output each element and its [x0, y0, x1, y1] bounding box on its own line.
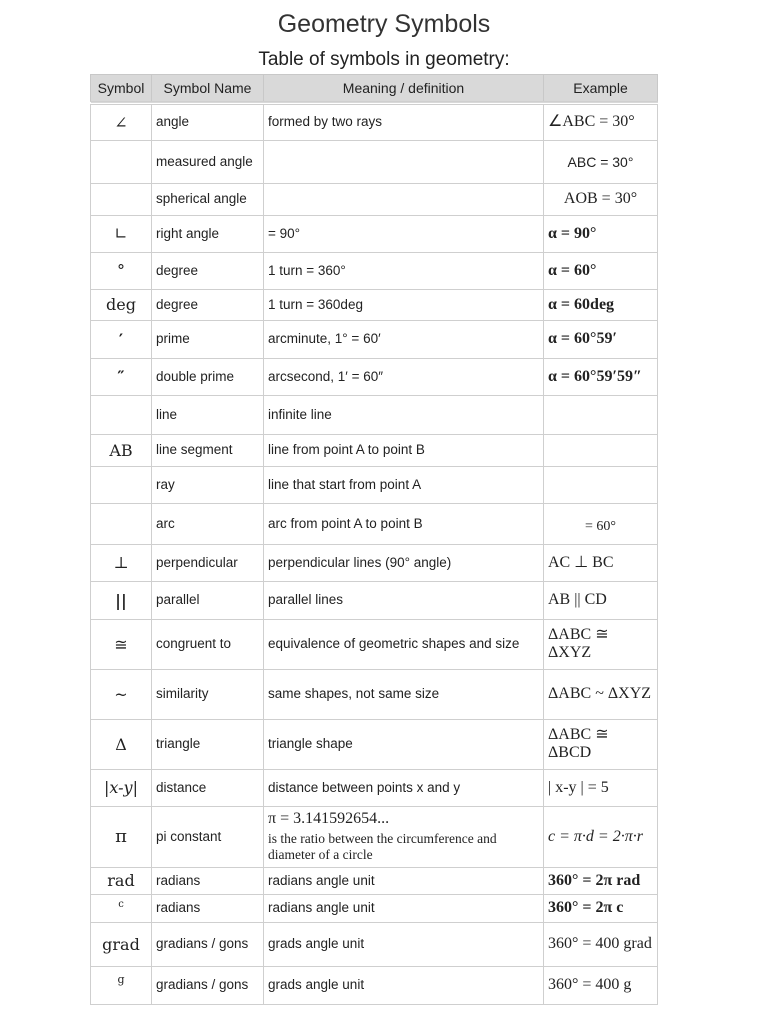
example-cell: ΔABC ≅ ΔXYZ [544, 619, 658, 669]
header-meaning: Meaning / definition [264, 75, 544, 104]
meaning-cell: radians angle unit [264, 894, 544, 922]
meaning-cell: distance between points x and y [264, 769, 544, 806]
meaning-cell: infinite line [264, 395, 544, 434]
symbol-cell [91, 140, 152, 183]
example-cell: α = 60° [544, 252, 658, 289]
example-cell [544, 395, 658, 434]
table-row [91, 289, 658, 320]
name-cell: degree [152, 252, 264, 289]
meaning-cell: line from point A to point B [264, 434, 544, 466]
symbol-cell [91, 183, 152, 215]
meaning-cell: equivalence of geometric shapes and size [264, 619, 544, 669]
meaning-cell: parallel lines [264, 581, 544, 619]
name-cell: triangle [152, 719, 264, 769]
symbol-cell: rad [91, 867, 152, 894]
name-cell: perpendicular [152, 544, 264, 581]
name-cell: parallel [152, 581, 264, 619]
table-row [91, 395, 658, 434]
table-row [91, 669, 658, 719]
symbol-cell: ⊥ [91, 544, 152, 581]
name-cell: line [152, 395, 264, 434]
header-symbol: Symbol [91, 75, 152, 104]
example-cell [544, 466, 658, 503]
example-cell: ΔABC ~ ΔXYZ [544, 669, 658, 719]
table-row [91, 719, 658, 769]
meaning-cell: grads angle unit [264, 966, 544, 1004]
name-cell: ray [152, 466, 264, 503]
example-cell: α = 60°59′59″ [544, 358, 658, 395]
table-row [91, 466, 658, 503]
example-cell: = 60° [544, 503, 658, 544]
name-cell: distance [152, 769, 264, 806]
name-cell: double prime [152, 358, 264, 395]
symbol-cell [91, 503, 152, 544]
table-row [91, 503, 658, 544]
example-cell: ABC = 30° [544, 140, 658, 183]
symbol-cell: ″ [91, 358, 152, 395]
meaning-cell: formed by two rays [264, 103, 544, 140]
symbol-cell: ′ [91, 320, 152, 358]
example-cell: AOB = 30° [544, 183, 658, 215]
table-row [91, 215, 658, 252]
symbol-cell: ° [91, 252, 152, 289]
meaning-cell: grads angle unit [264, 922, 544, 966]
name-cell: degree [152, 289, 264, 320]
meaning-cell [264, 806, 544, 867]
meaning-cell: perpendicular lines (90° angle) [264, 544, 544, 581]
pi-value: π = 3.141592654... [268, 809, 390, 827]
meaning-cell: arcsecond, 1′ = 60″ [264, 358, 544, 395]
meaning-cell: 1 turn = 360deg [264, 289, 544, 320]
pi-definition: is the ratio between the circumference and diameter of a circle [268, 830, 497, 862]
name-cell: spherical angle [152, 183, 264, 215]
name-cell: angle [152, 103, 264, 140]
meaning-cell: arc from point A to point B [264, 503, 544, 544]
example-cell: 360° = 400 grad [544, 922, 658, 966]
name-cell: pi constant [152, 806, 264, 867]
meaning-cell: same shapes, not same size [264, 669, 544, 719]
example-cell: 360° = 400 g [544, 966, 658, 1004]
meaning-cell: triangle shape [264, 719, 544, 769]
page-subtitle: Table of symbols in geometry: [258, 49, 510, 70]
example-cell: α = 90° [544, 215, 658, 252]
symbols-table [90, 74, 658, 1005]
meaning-cell: 1 turn = 360° [264, 252, 544, 289]
table-row [91, 252, 658, 289]
name-cell: right angle [152, 215, 264, 252]
name-cell: radians [152, 867, 264, 894]
table-row [91, 966, 658, 1004]
table-row [91, 140, 658, 183]
table-row [91, 183, 658, 215]
example-cell: α = 60°59′ [544, 320, 658, 358]
symbol-cell: deg [91, 289, 152, 320]
symbol-cell: ~ [91, 669, 152, 719]
table-row [91, 769, 658, 806]
symbol-cell: Δ [91, 719, 152, 769]
table-row [91, 619, 658, 669]
example-cell: AB || CD [544, 581, 658, 619]
example-cell: 360° = 2π rad [544, 867, 658, 894]
table-header-row [91, 75, 658, 104]
example-cell: ΔABC ≅ ΔBCD [544, 719, 658, 769]
name-cell: similarity [152, 669, 264, 719]
symbol-cell: AB [91, 434, 152, 466]
symbol-cell: π [91, 806, 152, 867]
meaning-cell [264, 140, 544, 183]
table-row [91, 544, 658, 581]
example-cell: | x-y | = 5 [544, 769, 658, 806]
symbol-cell: || [91, 581, 152, 619]
example-cell: α = 60deg [544, 289, 658, 320]
name-cell: measured angle [152, 140, 264, 183]
table-row [91, 867, 658, 894]
symbol-cell: |x-y| [91, 769, 152, 806]
name-cell: radians [152, 894, 264, 922]
table-row [91, 922, 658, 966]
header-symbol-name: Symbol Name [152, 75, 264, 104]
table-row [91, 581, 658, 619]
symbol-cell: ∟ [91, 215, 152, 252]
meaning-cell: line that start from point A [264, 466, 544, 503]
name-cell: gradians / gons [152, 922, 264, 966]
symbol-cell [91, 395, 152, 434]
page-title: Geometry Symbols [277, 10, 491, 38]
name-cell: gradians / gons [152, 966, 264, 1004]
table-row [91, 358, 658, 395]
meaning-cell: = 90° [264, 215, 544, 252]
meaning-cell: arcminute, 1° = 60′ [264, 320, 544, 358]
example-cell: 360° = 2π c [544, 894, 658, 922]
table-row [91, 103, 658, 140]
name-cell: line segment [152, 434, 264, 466]
symbol-cell: grad [91, 922, 152, 966]
table-row [91, 434, 658, 466]
example-cell: AC ⊥ BC [544, 544, 658, 581]
name-cell: prime [152, 320, 264, 358]
symbol-cell: c [91, 894, 152, 922]
example-cell [544, 434, 658, 466]
meaning-cell [264, 183, 544, 215]
table-row [91, 894, 658, 922]
symbol-cell: g [91, 966, 152, 1004]
table-row [91, 806, 658, 867]
header-example: Example [544, 75, 658, 104]
symbol-cell: ∠ [91, 103, 152, 140]
example-cell: ∠ABC = 30° [544, 103, 658, 140]
symbol-cell [91, 466, 152, 503]
name-cell: congruent to [152, 619, 264, 669]
table-row [91, 320, 658, 358]
meaning-cell: radians angle unit [264, 867, 544, 894]
symbol-cell: ≅ [91, 619, 152, 669]
name-cell: arc [152, 503, 264, 544]
example-cell: c = π·d = 2·π·r [544, 806, 658, 867]
